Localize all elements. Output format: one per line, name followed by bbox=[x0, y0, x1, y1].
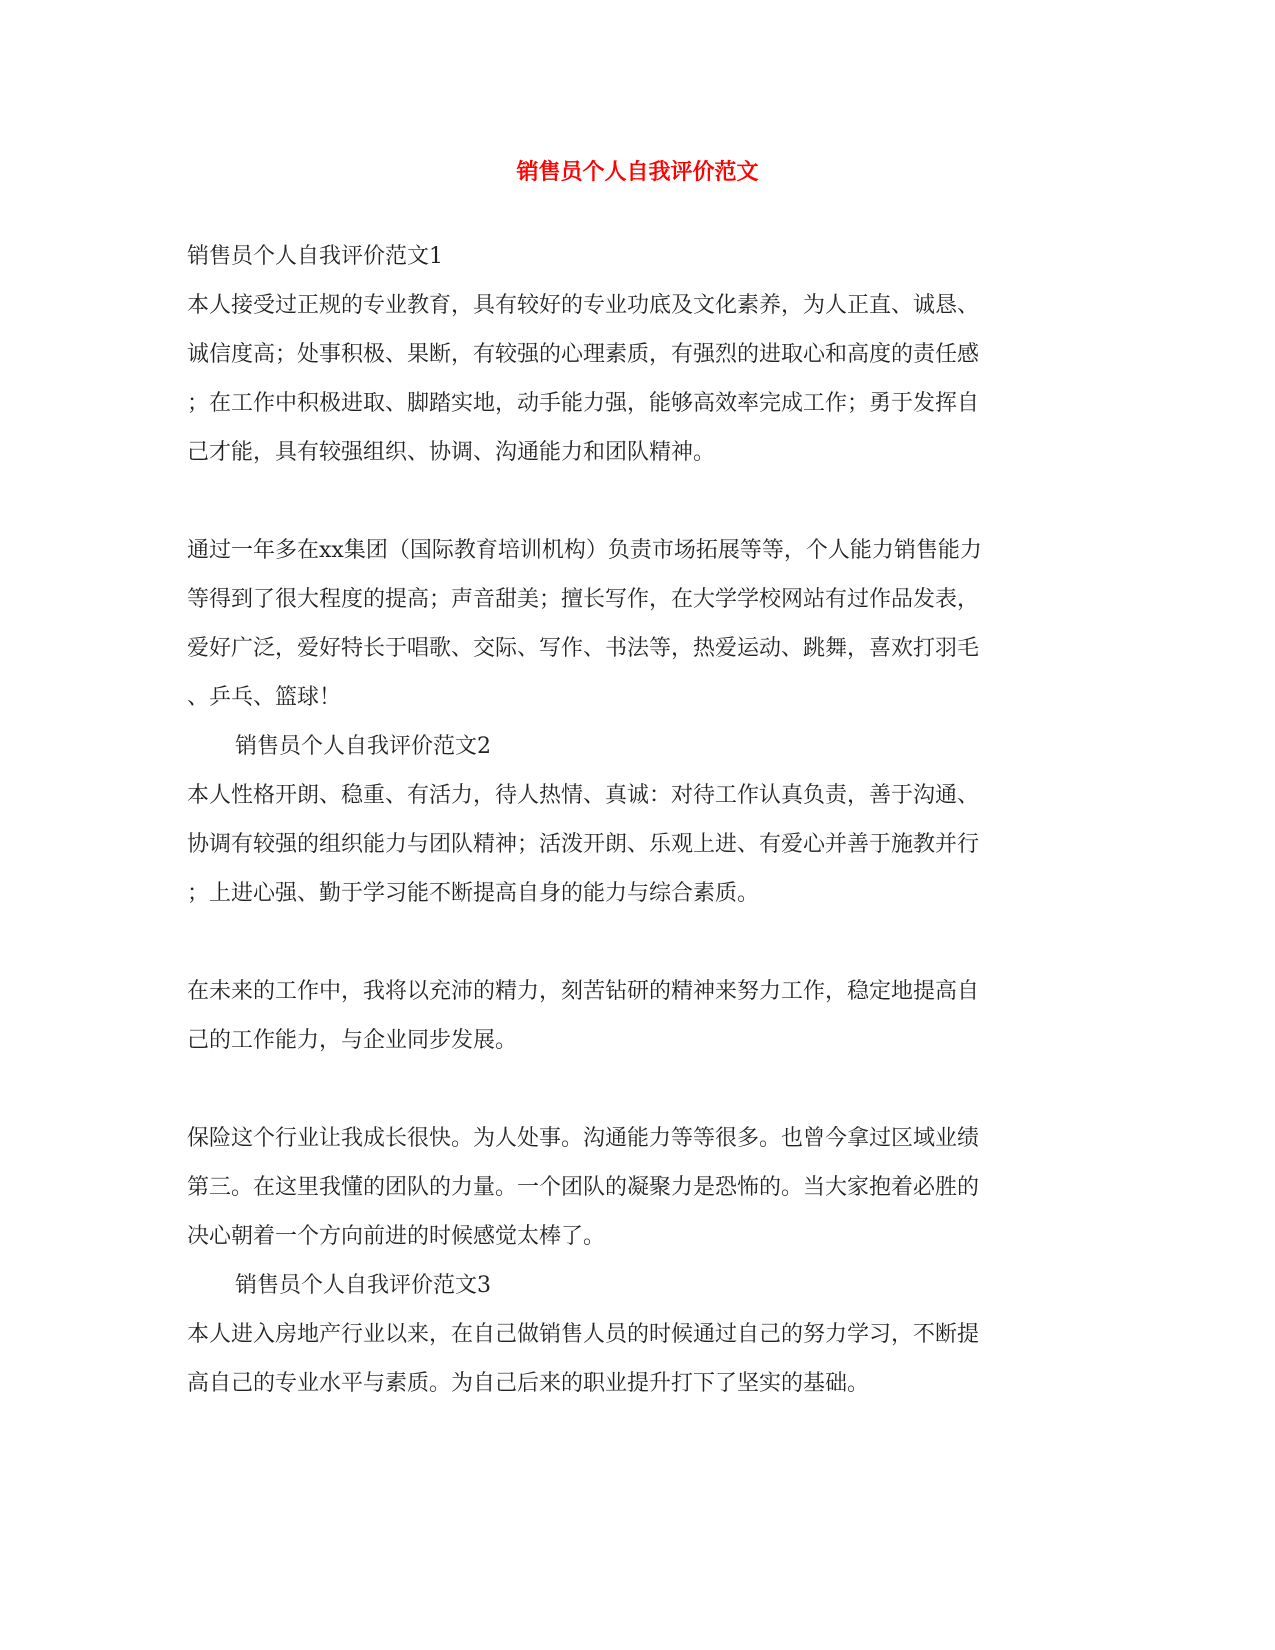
text-line: 诚信度高；处事积极、果断，有较强的心理素质，有强烈的进取心和高度的责任感 bbox=[187, 342, 980, 367]
text-line: 决心朝着一个方向前进的时候感觉太棒了。 bbox=[187, 1224, 606, 1249]
text-line: 通过一年多在xx集团（国际教育培训机构）负责市场拓展等等，个人能力销售能力 bbox=[187, 538, 982, 563]
text-line: 本人性格开朗、稳重、有活力，待人热情、真诚：对待工作认真负责，善于沟通、 bbox=[187, 783, 980, 808]
text-line: 本人进入房地产行业以来，在自己做销售人员的时候通过自己的努力学习，不断提 bbox=[187, 1322, 980, 1347]
text-line: 保险这个行业让我成长很快。为人处事。沟通能力等等很多。也曾今拿过区域业绩 bbox=[187, 1126, 980, 1151]
text-line: 等得到了很大程度的提高；声音甜美；擅长写作，在大学学校网站有过作品发表， bbox=[187, 587, 980, 612]
text-line: 己的工作能力，与企业同步发展。 bbox=[187, 1028, 518, 1053]
text-line: 高自己的专业水平与素质。为自己后来的职业提升打下了坚实的基础。 bbox=[187, 1371, 870, 1396]
document-title: 销售员个人自我评价范文 bbox=[516, 159, 759, 185]
text-line: 第三。在这里我懂的团队的力量。一个团队的凝聚力是恐怖的。当大家抱着必胜的 bbox=[187, 1175, 980, 1200]
text-line: 己才能，具有较强组织、协调、沟通能力和团队精神。 bbox=[187, 440, 716, 465]
paragraph-gap bbox=[187, 1065, 1092, 1114]
text-line: ；在工作中积极进取、脚踏实地，动手能力强，能够高效率完成工作；勇于发挥自 bbox=[187, 391, 980, 416]
text-line: ；上进心强、勤于学习能不断提高自身的能力与综合素质。 bbox=[187, 881, 760, 906]
text-line: 协调有较强的组织能力与团队精神；活泼开朗、乐观上进、有爱心并善于施教并行 bbox=[187, 832, 980, 857]
paragraph-gap bbox=[187, 918, 1092, 967]
text-line: 爱好广泛，爱好特长于唱歌、交际、写作、书法等，热爱运动、跳舞，喜欢打羽毛 bbox=[187, 636, 980, 661]
document-body bbox=[187, 232, 1092, 1408]
text-line: 本人接受过正规的专业教育，具有较好的专业功底及文化素养，为人正直、诚恳、 bbox=[187, 293, 980, 318]
section-heading: 销售员个人自我评价范文2 bbox=[235, 734, 491, 759]
text-line: 在未来的工作中，我将以充沛的精力，刻苦钻研的精神来努力工作，稳定地提高自 bbox=[187, 979, 980, 1004]
paragraph-gap bbox=[187, 477, 1092, 526]
section-heading: 销售员个人自我评价范文3 bbox=[235, 1273, 491, 1298]
text-line: 、乒乓、篮球！ bbox=[187, 685, 342, 710]
text-line: 销售员个人自我评价范文1 bbox=[187, 244, 443, 269]
